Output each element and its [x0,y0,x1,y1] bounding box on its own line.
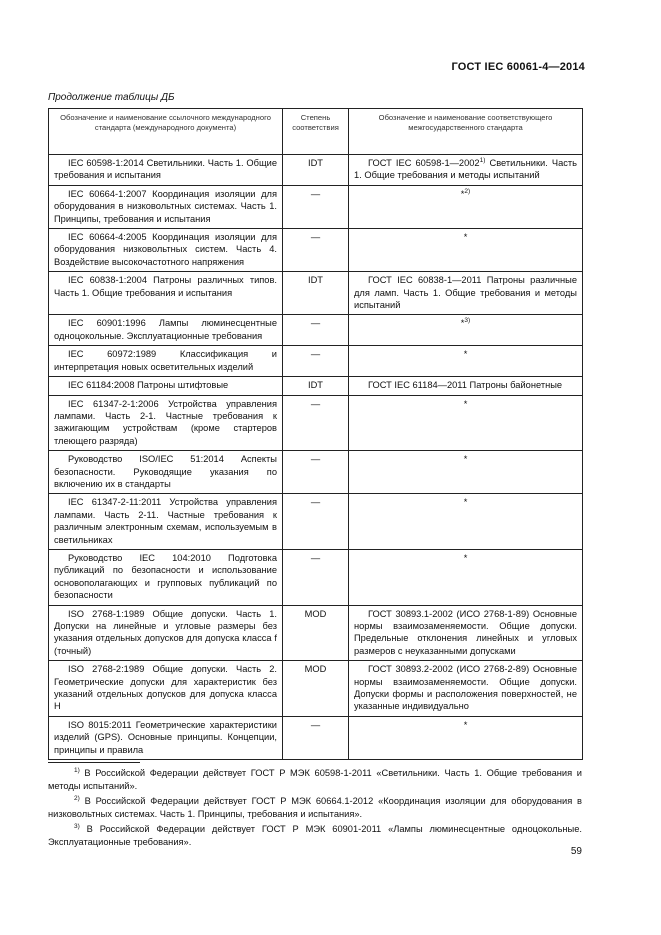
table-header-row [49,109,583,155]
interstate-standard-cell [349,605,583,661]
header-reference-standard: Обозначение и наименование ссылочного международного стандарта (международного документа) [49,109,283,155]
conformity-degree-cell: — [283,346,349,377]
interstate-standard-cell [349,549,583,605]
page-number: 59 [570,846,582,857]
interstate-standard-text: ГОСТ 30893.1-2002 (ИСО 2768-1-89) Основные нормы взаимозаменяемости. Общие допуски. Предельные отклонения линейных и угловых размеров с неуказанными допусками [354,608,577,656]
interstate-standard-text: ГОСТ IEC 60838-1—2011 Патроны различные для ламп. Часть 1. Общие требования и методы испытаний [354,275,577,311]
table-row [49,346,583,377]
reference-standard-cell: ISO 2768-1:1989 Общие допуски. Часть 1. Допуски на линейные и угловые размеры без указания отдельных допусков для допуска класса f (точный) [49,605,283,661]
footnote-text: В Российской Федерации действует ГОСТ Р МЭК 60901-2011 «Лампы люминесцентные одноцокольные. Эксплуатационные требования». [48,824,582,847]
interstate-standard-cell [349,377,583,395]
table-caption: Продолжение таблицы ДБ [48,92,175,103]
reference-standard-cell: IEC 60972:1989 Классификация и интерпретация новых осветительных изделий [49,346,283,377]
table-row [49,494,583,550]
conformity-degree-cell: IDT [283,377,349,395]
table-row [49,395,583,451]
conformity-degree-cell: — [283,494,349,550]
table-row [49,716,583,759]
table-row [49,451,583,494]
footnote [48,795,582,821]
reference-standard-cell: IEC 60598-1:2014 Светильники. Часть 1. Общие требования и испытания [49,155,283,186]
interstate-standard-cell [349,451,583,494]
conformity-degree-cell: — [283,395,349,451]
reference-standard-cell: IEC 61347-2-1:2006 Устройства управления лампами. Часть 2-1. Частные требования к зажигающим устройствам (кроме стартеров тлеющего разряда) [49,395,283,451]
interstate-standard-text: * [463,232,468,243]
conformity-degree-cell: MOD [283,661,349,717]
reference-standard-cell: IEC 60838-1:2004 Патроны различных типов. Часть 1. Общие требования и испытания [49,272,283,315]
interstate-standard-cell [349,272,583,315]
interstate-standard-text: * [460,188,465,199]
footnotes [48,767,582,851]
interstate-standard-text: * [463,398,468,409]
conformity-degree-cell: — [283,229,349,272]
table-row [49,155,583,186]
conformity-degree-cell: — [283,185,349,228]
footnote-ref: 2) [464,187,471,195]
conformity-degree-cell: — [283,549,349,605]
reference-standard-cell: IEC 60901:1996 Лампы люминесцентные одноцокольные. Эксплуатационные требования [49,315,283,346]
interstate-standard-text: * [463,552,468,563]
interstate-standard-text: ГОСТ IEC 61184—2011 Патроны байонетные [368,380,563,391]
footnote [48,767,582,793]
table-row [49,661,583,717]
footnote-mark: 2) [74,795,80,802]
footnote-text: В Российской Федерации действует ГОСТ Р МЭК 60598-1-2011 «Светильники. Часть 1. Общие требования и методы испытаний». [48,768,582,791]
interstate-standard-cell [349,716,583,759]
interstate-standard-cell [349,185,583,228]
document-header: ГОСТ IEC 60061-4—2014 [451,61,585,73]
header-interstate-standard: Обозначение и наименование соответствующего межгосударственного стандарта [349,109,583,155]
footnote-divider [48,762,140,763]
footnote-mark: 3) [74,823,80,830]
reference-standard-cell: IEC 60664-1:2007 Координация изоляции для оборудования в низковольтных системах. Часть 1. Принципы, требования и испытания [49,185,283,228]
footnote [48,823,582,849]
conformity-degree-cell: IDT [283,155,349,186]
interstate-standard-text: * [463,719,468,730]
interstate-standard-text: * [460,318,465,329]
interstate-standard-cell [349,346,583,377]
standards-table [48,108,583,760]
reference-standard-cell: Руководство IEC 104:2010 Подготовка публикаций по безопасности и использование основополагающих и групповых публикаций по безопасности [49,549,283,605]
footnote-ref: 1) [479,157,486,164]
interstate-standard-cell [349,155,583,186]
conformity-degree-cell: — [283,451,349,494]
reference-standard-cell: ISO 2768-2:1989 Общие допуски. Часть 2. Геометрические допуски для характеристик без указаний отдельных допусков для допуска класса H [49,661,283,717]
interstate-standard-text: ГОСТ 30893.2-2002 (ИСО 2768-2-89) Основные нормы взаимозаменяемости. Общие допуски. Допуски формы и расположения поверхностей, не указанные индивидуально [354,664,577,712]
reference-standard-cell: ISO 8015:2011 Геометрические характеристики изделий (GPS). Основные принципы. Концепции, принципы и правила [49,716,283,759]
footnote-mark: 1) [74,767,80,774]
interstate-standard-cell [349,494,583,550]
interstate-standard-cell [349,315,583,346]
reference-standard-cell: IEC 61347-2-11:2011 Устройства управления лампами. Часть 2-11. Частные требования к различным электронным схемам, используемым в светильниках [49,494,283,550]
interstate-standard-cell [349,395,583,451]
interstate-standard-text: * [463,454,468,465]
interstate-standard-text: * [463,349,468,360]
table-row [49,605,583,661]
interstate-standard-cell [349,229,583,272]
conformity-degree-cell: MOD [283,605,349,661]
footnote-ref: 3) [464,317,471,325]
table-row [49,185,583,228]
table-row [49,549,583,605]
table-row [49,272,583,315]
table-row [49,377,583,395]
reference-standard-cell: IEC 60664-4:2005 Координация изоляции для оборудования низковольтных систем. Часть 4. Воздействие высокочастотного напряжения [49,229,283,272]
footnote-text: В Российской Федерации действует ГОСТ Р МЭК 60664.1-2012 «Координация изоляции для оборудования в низковольтных системах. Часть 1. Принципы, требования и испытания». [48,796,582,819]
reference-standard-cell: IEC 61184:2008 Патроны штифтовые [49,377,283,395]
interstate-standard-text-cont: Светильники. Часть 1. Общие требования и методы испытаний [354,158,577,181]
reference-standard-cell: Руководство ISO/IEC 51:2014 Аспекты безопасности. Руководящие указания по включению их в стандарты [49,451,283,494]
table-row [49,315,583,346]
interstate-standard-text: ГОСТ IEC 60598-1—2002 [368,158,480,168]
conformity-degree-cell: — [283,315,349,346]
conformity-degree-cell: IDT [283,272,349,315]
conformity-degree-cell: — [283,716,349,759]
interstate-standard-text: * [463,497,468,508]
interstate-standard-cell [349,661,583,717]
header-conformity-degree: Степень соответствия [283,109,349,155]
table-row [49,229,583,272]
